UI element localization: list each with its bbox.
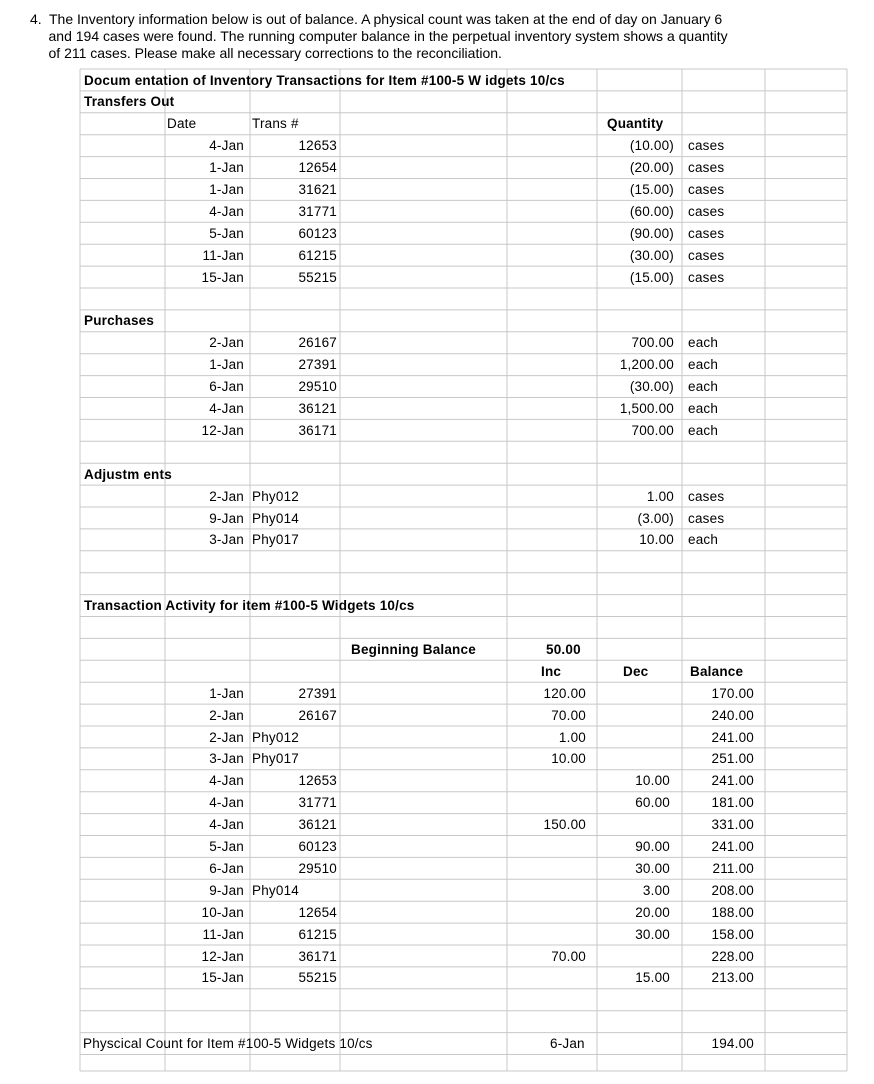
activity-balance: 331.00 — [711, 817, 754, 833]
activity-trans: Phy014 — [252, 882, 299, 898]
transfers-out-date: 11-Jan — [202, 247, 244, 263]
activity-dec: 90.00 — [635, 839, 670, 854]
purchases-trans: 27391 — [298, 357, 337, 373]
activity-date: 2-Jan — [209, 729, 244, 745]
activity-date: 12-Jan — [201, 948, 244, 964]
activity-inc: 120.00 — [543, 685, 586, 701]
transfers-out-qty: (15.00) — [629, 269, 674, 285]
physical-count-date: 6-Jan — [550, 1036, 585, 1052]
activity-date: 11-Jan — [202, 926, 244, 942]
question-number: 4. — [30, 11, 42, 27]
activity-balance: 213.00 — [711, 970, 754, 986]
beginning-balance-value: 50.00 — [546, 641, 581, 657]
transfers-out-date: 4-Jan — [209, 138, 244, 154]
activity-balance: 251.00 — [711, 751, 754, 767]
col-header-dec: Dec — [623, 663, 649, 679]
activity-date: 5-Jan — [209, 839, 244, 854]
activity-inc: 70.00 — [551, 948, 586, 964]
col-header-quantity: Quantity — [607, 116, 664, 132]
activity-balance: 240.00 — [711, 707, 754, 723]
activity-trans: 26167 — [298, 707, 337, 723]
activity-date: 6-Jan — [209, 860, 244, 876]
activity-dec: 30.00 — [635, 860, 670, 876]
transfers-out-qty: (20.00) — [629, 160, 674, 176]
activity-balance: 211.00 — [712, 860, 754, 876]
transfers-out-unit: cases — [688, 269, 725, 285]
transfers-out-date: 5-Jan — [209, 225, 244, 241]
purchases-unit: each — [688, 401, 719, 416]
activity-date: 3-Jan — [209, 751, 244, 767]
question-line-3: of 211 cases. Please make all necessary corrections to the reconciliation. — [48, 45, 502, 61]
adjustments-unit: cases — [688, 510, 725, 526]
purchases-qty: 700.00 — [631, 422, 674, 438]
activity-dec: 3.00 — [642, 882, 670, 898]
purchases-trans: 36171 — [298, 422, 337, 438]
activity-trans: 27391 — [298, 685, 337, 701]
activity-balance: 241.00 — [711, 839, 754, 854]
transfers-out-trans: 12653 — [298, 138, 337, 154]
purchases-trans: 26167 — [298, 335, 337, 351]
adjustments-unit: each — [688, 532, 719, 548]
purchases-unit: each — [688, 357, 719, 373]
purchases-date: 6-Jan — [209, 379, 244, 395]
transfers-out-qty: (60.00) — [629, 203, 674, 219]
purchases-unit: each — [688, 379, 719, 395]
transfers-out-date: 1-Jan — [209, 182, 244, 197]
activity-date: 15-Jan — [201, 970, 244, 986]
activity-balance: 208.00 — [711, 882, 754, 898]
activity-trans: 36171 — [298, 948, 337, 964]
adjustments-trans: Phy014 — [252, 510, 299, 526]
transfers-out-qty: (10.00) — [629, 138, 674, 154]
activity-balance: 170.00 — [711, 685, 754, 701]
transfers-out-trans: 60123 — [298, 225, 337, 241]
activity-date: 9-Jan — [209, 882, 244, 898]
activity-trans: 55215 — [298, 970, 337, 986]
transfers-out-trans: 31771 — [298, 203, 337, 219]
activity-trans: 36121 — [298, 817, 337, 833]
adjustments-date: 9-Jan — [209, 510, 244, 526]
activity-inc: 1.00 — [558, 729, 586, 745]
purchases-unit: each — [688, 422, 719, 438]
activity-inc: 70.00 — [551, 707, 586, 723]
transfers-out-unit: cases — [688, 225, 725, 241]
activity-balance: 241.00 — [711, 773, 754, 789]
purchases-qty: 1,200.00 — [619, 357, 674, 373]
transfers-out-qty: (90.00) — [629, 225, 674, 241]
activity-dec: 30.00 — [635, 926, 670, 942]
purchases-trans: 36121 — [298, 401, 337, 416]
purchases-date: 12-Jan — [201, 422, 244, 438]
purchases-qty: (30.00) — [629, 379, 674, 395]
purchases-trans: 29510 — [298, 379, 337, 395]
activity-trans: 12654 — [298, 904, 337, 920]
purchases-qty: 1,500.00 — [619, 401, 674, 416]
activity-trans: 12653 — [298, 773, 337, 789]
activity-date: 4-Jan — [209, 817, 244, 833]
transfers-out-trans: 12654 — [298, 160, 337, 176]
purchases-title: Purchases — [84, 313, 155, 329]
transfers-out-unit: cases — [688, 182, 725, 197]
col-header-balance: Balance — [690, 663, 744, 679]
adjustments-qty: 1.00 — [646, 488, 674, 504]
transfers-out-trans: 55215 — [298, 269, 337, 285]
purchases-date: 2-Jan — [209, 335, 244, 351]
activity-date: 10-Jan — [201, 904, 244, 920]
adjustments-trans: Phy017 — [252, 532, 299, 548]
doc-title: Docum entation of Inventory Transactions for Item #100-5 W idgets 10/cs — [84, 72, 565, 88]
adjustments-date: 3-Jan — [209, 532, 244, 548]
activity-inc: 10.00 — [551, 751, 586, 767]
purchases-unit: each — [688, 335, 719, 351]
adjustments-qty: (3.00) — [637, 510, 674, 526]
activity-dec: 15.00 — [635, 970, 670, 986]
transfers-out-unit: cases — [688, 203, 725, 219]
purchases-date: 4-Jan — [209, 401, 244, 416]
adjustments-title: Adjustm ents — [84, 466, 172, 482]
activity-balance: 188.00 — [711, 904, 754, 920]
adjustments-qty: 10.00 — [639, 532, 674, 548]
transfers-out-date: 4-Jan — [209, 203, 244, 219]
activity-inc: 150.00 — [543, 817, 586, 833]
transfers-out-unit: cases — [688, 138, 725, 154]
adjustments-date: 2-Jan — [209, 488, 244, 504]
transfers-out-date: 15-Jan — [201, 269, 244, 285]
activity-date: 4-Jan — [209, 795, 244, 811]
adjustments-unit: cases — [688, 488, 725, 504]
activity-trans: 31771 — [298, 795, 337, 811]
activity-dec: 10.00 — [635, 773, 670, 789]
question-line-2: and 194 cases were found. The running computer balance in the perpetual inventory system shows a quantity — [48, 28, 728, 44]
transfers-out-qty: (15.00) — [629, 182, 674, 197]
activity-balance: 158.00 — [711, 926, 754, 942]
activity-trans: 29510 — [298, 860, 337, 876]
transfers-out-unit: cases — [688, 160, 725, 176]
col-header-trans: Trans # — [252, 116, 299, 132]
transfers-out-unit: cases — [688, 247, 725, 263]
activity-dec: 20.00 — [635, 904, 670, 920]
transfers-out-qty: (30.00) — [629, 247, 674, 263]
transfers-out-trans: 31621 — [298, 182, 337, 197]
activity-date: 4-Jan — [209, 773, 244, 789]
activity-trans: Phy017 — [252, 751, 299, 767]
activity-date: 1-Jan — [209, 685, 244, 701]
activity-dec: 60.00 — [635, 795, 670, 811]
col-header-inc: Inc — [541, 663, 562, 679]
activity-balance: 228.00 — [711, 948, 754, 964]
transfers-out-title: Transfers Out — [84, 94, 175, 110]
physical-count-value: 194.00 — [711, 1036, 754, 1052]
col-header-date: Date — [167, 116, 197, 132]
activity-title: Transaction Activity for item #100-5 Widgets 10/cs — [84, 598, 415, 614]
purchases-date: 1-Jan — [209, 357, 244, 373]
activity-balance: 241.00 — [711, 729, 754, 745]
question-line-1: The Inventory information below is out of balance. A physical count was taken at the end of day on January 6 — [49, 11, 723, 27]
beginning-balance-label: Beginning Balance — [351, 641, 476, 657]
activity-balance: 181.00 — [711, 795, 754, 811]
activity-trans: Phy012 — [252, 729, 299, 745]
activity-date: 2-Jan — [209, 707, 244, 723]
purchases-qty: 700.00 — [631, 335, 674, 351]
adjustments-trans: Phy012 — [252, 488, 299, 504]
transfers-out-trans: 61215 — [298, 247, 337, 263]
physical-count-label: Physcical Count for Item #100-5 Widgets 10/cs — [83, 1036, 373, 1052]
activity-trans: 60123 — [298, 839, 337, 854]
transfers-out-date: 1-Jan — [209, 160, 244, 176]
activity-trans: 61215 — [298, 926, 337, 942]
